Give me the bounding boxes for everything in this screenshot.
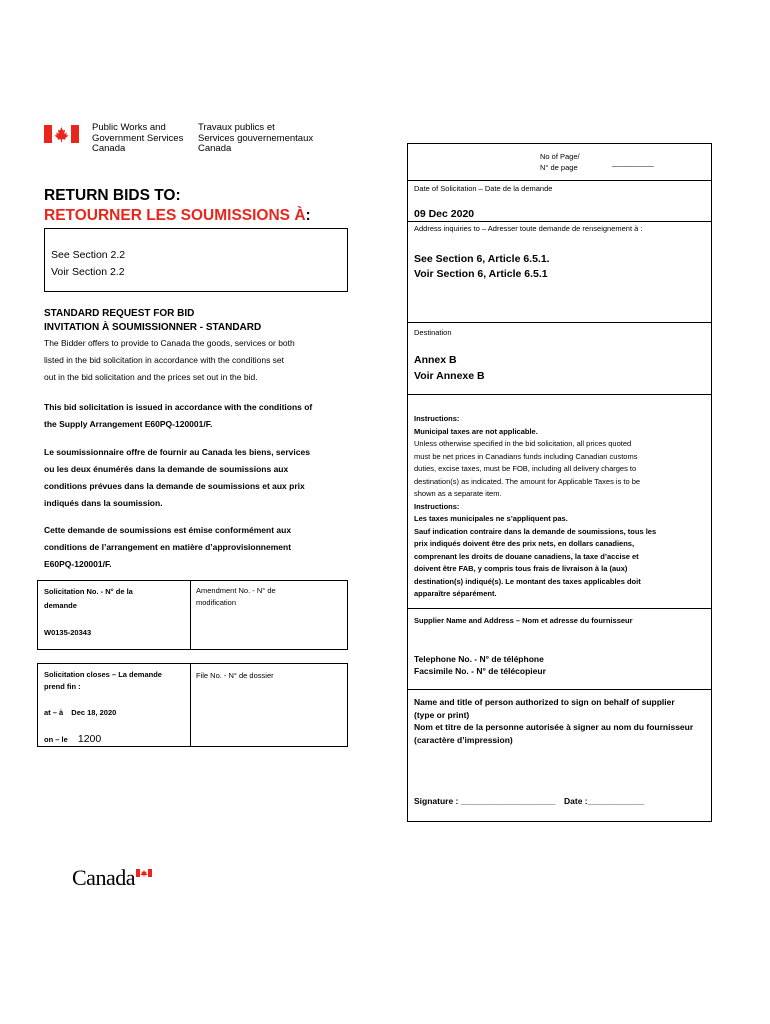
divider <box>190 580 191 650</box>
dept-en-line: Public Works and <box>92 122 166 133</box>
instructions-line-fr: destination(s) indiqué(s). Le montant des taxes applicables doit <box>414 576 641 586</box>
dept-en-line: Government Services <box>92 132 184 144</box>
paragraph-line: the Supply Arrangement E60PQ-120001/F. <box>44 419 213 429</box>
dept-fr-line: Services gouvernementaux <box>198 132 314 144</box>
return-bids-title: RETURN BIDS TO: <box>44 187 181 204</box>
instructions-line: Unless otherwise specified in the bid solicitation, all prices quoted <box>414 439 632 448</box>
instructions-line-fr: comprenant les droits de douane canadiens, la taxe d’accise et <box>414 551 639 561</box>
standard-request-heading: STANDARD REQUEST FOR BID <box>44 308 195 319</box>
supplier-label: Supplier Name and Address – Nom et adresse du fournisseur <box>414 616 633 625</box>
instructions-heading-fr: Instructions: <box>414 501 460 511</box>
destination-value <box>414 352 485 384</box>
solicitation-label-line: Solicitation No. - N° de la <box>44 587 133 596</box>
closing-label-line: Solicitation closes – La demande <box>44 670 162 679</box>
destination-label: Destination <box>414 328 452 337</box>
solicitation-date-label: Date of Solicitation – Date de la demande <box>414 184 553 193</box>
closing-time <box>44 708 116 719</box>
divider <box>407 689 712 690</box>
paragraph-sa-fr <box>44 522 291 573</box>
department-name-fr <box>198 123 313 155</box>
inquiries-line-fr: Voir Section 6, Article 6.5.1 <box>414 268 548 280</box>
instructions-line: destination(s) as indicated. The amount for Applicable Taxes is to be <box>414 476 641 486</box>
divider <box>190 663 191 747</box>
dept-fr-line: Canada <box>198 143 232 154</box>
instructions-line-fr: Sauf indication contraire dans la demande de soumissions, tous les <box>414 526 657 536</box>
solicitation-number-label <box>44 585 133 613</box>
amendment-label-line: Amendment No. - N° de <box>196 586 276 595</box>
dept-fr-line: Travaux publics et <box>198 122 275 133</box>
instructions-line-fr: apparaître séparément. <box>414 589 497 598</box>
inquiries-label: Address inquiries to – Adresser toute demande de renseignement à : <box>414 224 643 233</box>
signature-line: (type or print) <box>414 709 470 720</box>
amendment-label-line: modification <box>196 598 237 607</box>
return-address-line: See Section 2.2 <box>51 249 126 261</box>
inquiries-value <box>414 252 550 282</box>
instructions-heading-en: Instructions: <box>414 414 460 423</box>
paragraph-line: conditions de l’arrangement en matière d’approvisionnement <box>44 542 292 552</box>
standard-request <box>44 307 364 386</box>
closing-label-line: prend fin : <box>44 682 81 691</box>
solicitation-number-value: W0135-20343 <box>44 628 92 637</box>
return-address-line: Voir Section 2.2 <box>51 266 125 278</box>
closing-label <box>44 669 162 693</box>
solicitation-label-line: demande <box>44 601 77 610</box>
divider <box>407 221 712 222</box>
closing-on-label: on – le <box>44 735 68 744</box>
canada-wordmark-text: Canada <box>72 865 135 890</box>
signature-line: (caractère d’impression) <box>414 734 513 745</box>
inquiries-line-en: See Section 6, Article 6.5.1. <box>414 253 550 265</box>
file-number-label: File No. - N° de dossier <box>196 671 274 680</box>
telephone-label: Telephone No. - N° de téléphone <box>414 654 544 664</box>
standard-request-body: The Bidder offers to provide to Canada the goods, services or both <box>44 338 295 348</box>
dept-en-line: Canada <box>92 143 126 154</box>
signature-line: Name and title of person authorized to sign on behalf of supplier <box>414 697 675 707</box>
paragraph-line: ou les deux énumérés dans la demande de soumissions aux <box>44 464 289 474</box>
amendment-label <box>196 585 276 609</box>
instructions-line-fr: prix indiqués doivent être des prix nets, en dollars canadiens, <box>414 539 635 548</box>
paragraph-line: conditions prévues dans la demande de soumissions et aux prix <box>44 481 305 491</box>
instructions-block <box>414 413 709 601</box>
paragraph-bidder-fr <box>44 444 310 512</box>
closing-date <box>44 734 101 746</box>
destination-line-en: Annex B <box>414 354 457 366</box>
canada-wordmark-flag-icon <box>136 869 152 877</box>
paragraph-line: indiqués dans la soumission. <box>44 498 163 508</box>
signature-line: Nom et titre de la personne autorisée à signer au nom du fournisseur <box>414 722 694 732</box>
solicitation-date-value: 09 Dec 2020 <box>414 208 475 220</box>
instructions-line-fr: doivent être FAB, y compris tous frais de livraison à la (aux) <box>414 564 628 573</box>
department-name-en <box>92 123 183 155</box>
signature-field[interactable]: Signature : ____________________ <box>414 796 556 806</box>
paragraph-sa-en <box>44 399 312 433</box>
standard-request-body: listed in the bid solicitation in accordance with the conditions set <box>44 355 285 365</box>
signature-date-field[interactable]: Date :____________ <box>564 796 645 806</box>
canada-wordmark <box>72 865 162 895</box>
destination-line-fr: Voir Annexe B <box>414 370 485 382</box>
page-number-box <box>407 143 712 181</box>
page-label-fr: N° de page <box>540 162 578 172</box>
gc-signature <box>44 123 344 163</box>
facsimile-label: Facsimile No. - N° de télécopieur <box>414 666 546 676</box>
page-label: No of Page/ <box>540 152 580 161</box>
paragraph-line: E60PQ-120001/F. <box>44 559 112 569</box>
closing-on-value: 1200 <box>77 733 102 745</box>
return-bids-colon: : <box>305 207 311 224</box>
supplier-phone-block <box>414 653 546 677</box>
instructions-line: shown as a separate item. <box>414 489 502 498</box>
instructions-line: duties, excise taxes, must be FOB, including all delivery charges to <box>414 464 637 473</box>
standard-request-heading-fr: INVITATION À SOUMISSIONNER - STANDARD <box>44 322 262 333</box>
divider <box>407 394 712 395</box>
paragraph-line: This bid solicitation is issued in accordance with the conditions of <box>44 402 313 412</box>
paragraph-line: Le soumissionnaire offre de fournir au Canada les biens, services <box>44 447 310 457</box>
instructions-bold-fr: Les taxes municipales ne s’appliquent pas. <box>414 514 568 523</box>
return-bids-title-fr-text: RETOURNER LES SOUMISSIONS À <box>44 207 306 224</box>
instructions-bold-en: Municipal taxes are not applicable. <box>414 426 538 436</box>
paragraph-line: Cette demande de soumissions est émise conformément aux <box>44 525 292 535</box>
return-address-box <box>44 228 348 292</box>
closing-at-label: at – à <box>44 708 64 717</box>
return-bids-title-fr <box>44 207 311 225</box>
closing-at-value: Dec 18, 2020 <box>71 708 117 717</box>
instructions-line: must be net prices in Canadians funds including Canadian customs <box>414 451 638 461</box>
standard-request-body: out in the bid solicitation and the prices set out in the bid. <box>44 372 258 382</box>
page-number-blank: __________ <box>612 158 654 167</box>
signature-instructions <box>414 696 693 746</box>
canada-flag-icon <box>44 125 79 143</box>
divider <box>407 322 712 323</box>
